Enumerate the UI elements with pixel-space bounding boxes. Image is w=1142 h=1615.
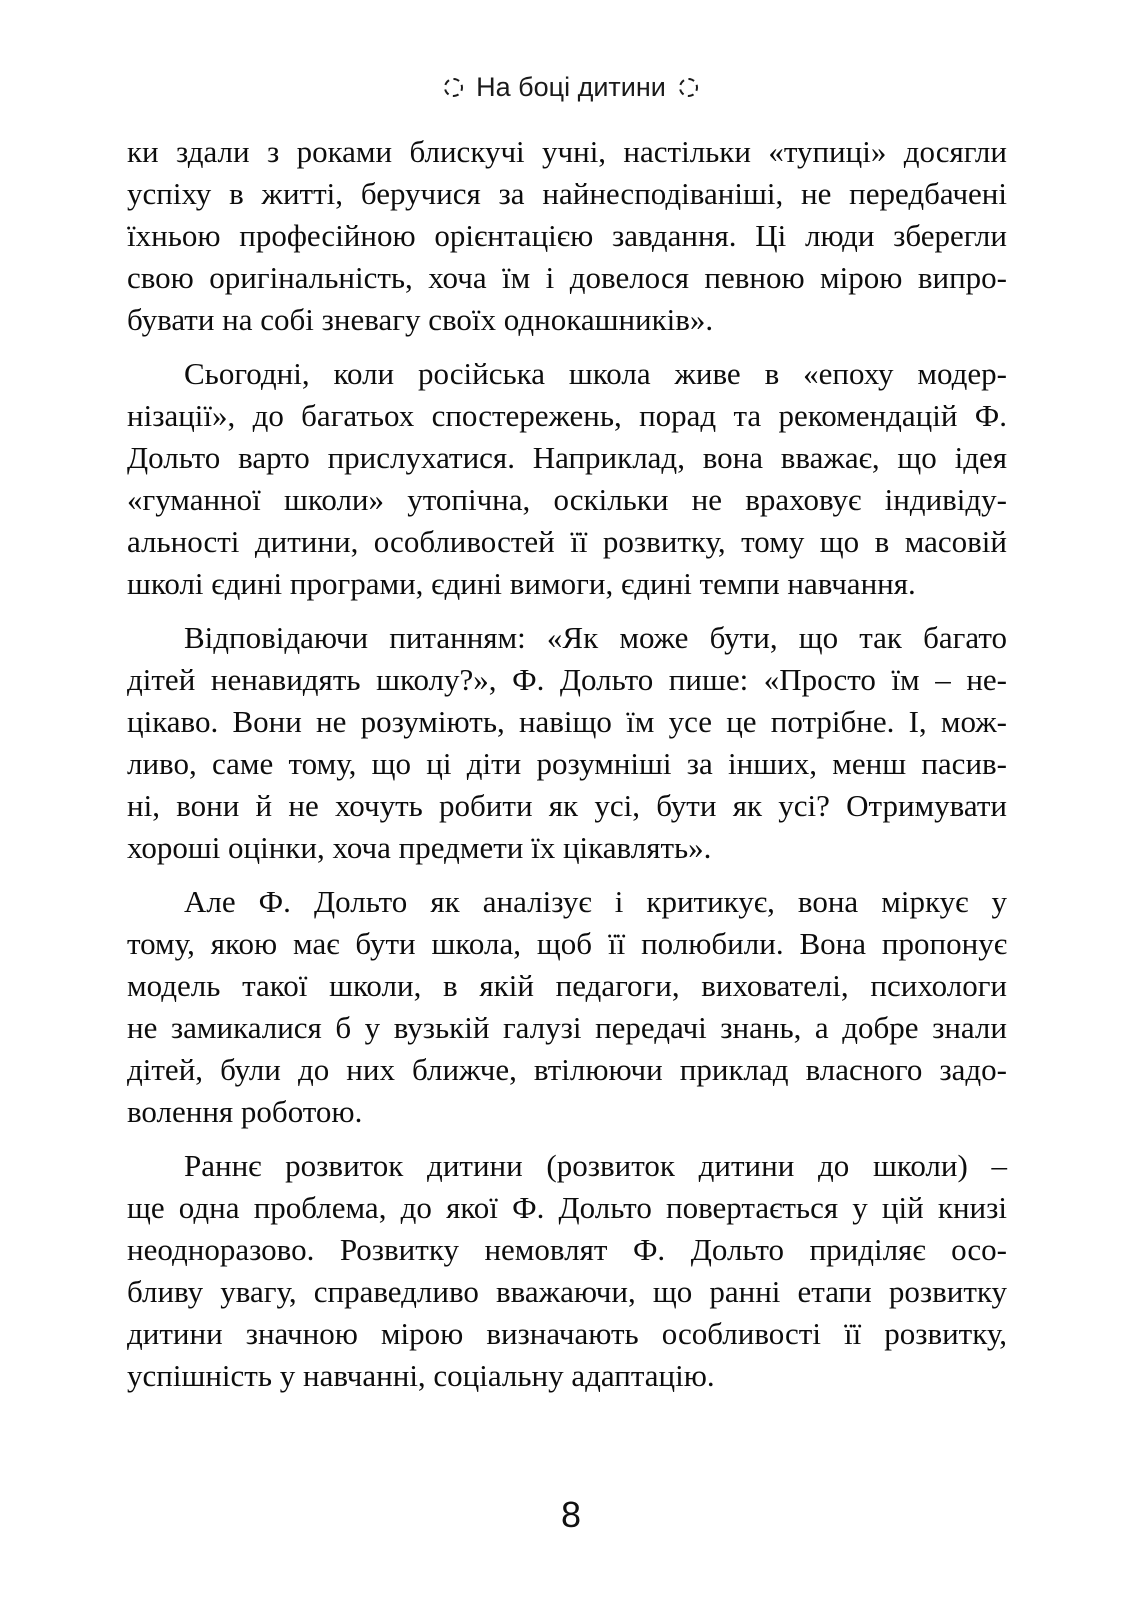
text-line: ки здали з роками блискучі учні, настільки «тупиці» досягли [127, 134, 1007, 169]
text-line: нізації», до багатьох спостережень, порад та рекомендацій Ф. [127, 398, 1007, 433]
text-line: Сьогодні, коли російська школа живе в «епоху модер- [184, 356, 1007, 391]
body-text [127, 131, 1007, 1397]
text-line: Дольто варто прислухатися. Наприклад, вона вважає, що ідея [127, 440, 1007, 475]
text-line: Але Ф. Дольто як аналізує і критикує, вона міркує у [184, 884, 1007, 919]
paragraph [127, 1145, 1007, 1397]
text-line: ні, вони й не хочуть робити як усі, бути як усі? Отримувати [127, 788, 1007, 823]
text-line: Відповідаючи питанням: «Як може бути, що так багато [184, 620, 1007, 655]
text-line: волення роботою. [127, 1094, 363, 1129]
paragraph [127, 131, 1007, 341]
text-line: дітей, були до них ближче, втілюючи приклад власного задо- [127, 1052, 1007, 1087]
text-line: бувати на собі зневагу своїх однокашників». [127, 302, 714, 337]
text-line: Раннє розвиток дитини (розвиток дитини до школи) – [184, 1148, 1007, 1183]
text-line: успіху в житті, беручися за найнесподіваніші, не передбачені [127, 176, 1007, 211]
text-line: їхньою професійною орієнтацією завдання. Ці люди зберегли [127, 218, 1007, 253]
text-line: дітей ненавидять школу?», Ф. Дольто пише: «Просто їм – не- [127, 662, 1007, 697]
text-line: цікаво. Вони не розуміють, навіщо їм усе це потрібне. І, мож- [127, 704, 1007, 739]
ornament-left-icon [444, 78, 463, 97]
text-line: школі єдині програми, єдині вимоги, єдині темпи навчання. [127, 566, 916, 601]
page-header [0, 72, 1142, 103]
paragraph [127, 617, 1007, 869]
paragraph [127, 353, 1007, 605]
text-line: ще одна проблема, до якої Ф. Дольто повертається у цій книзі [127, 1190, 1007, 1225]
text-line: «гуманної школи» утопічна, оскільки не враховує індивіду- [127, 482, 1007, 517]
text-line: дитини значною мірою визначають особливості її розвитку, [127, 1316, 1007, 1351]
text-line: не замикалися б у вузькій галузі передачі знань, а добре знали [127, 1010, 1007, 1045]
header-title: На боці дитини [476, 72, 666, 102]
text-line: альності дитини, особливостей її розвитку, тому що в масовій [127, 524, 1007, 559]
text-line: неодноразово. Розвитку немовлят Ф. Дольто приділяє осо- [127, 1232, 1007, 1267]
text-line: успішність у навчанні, соціальну адаптацію. [127, 1358, 715, 1393]
text-line: свою оригінальність, хоча їм і довелося певною мірою випро- [127, 260, 1007, 295]
ornament-right-icon [679, 78, 698, 97]
text-line: хороші оцінки, хоча предмети їх цікавлять». [127, 830, 712, 865]
text-line: бливу увагу, справедливо вважаючи, що ранні етапи розвитку [127, 1274, 1007, 1309]
page-number: 8 [560, 1494, 582, 1535]
text-line: модель такої школи, в якій педагоги, вихователі, психологи [127, 968, 1007, 1003]
paragraph [127, 881, 1007, 1133]
text-line: ливо, саме тому, що ці діти розумніші за інших, менш пасив- [127, 746, 1007, 781]
text-line: тому, якою має бути школа, щоб її полюбили. Вона пропонує [127, 926, 1007, 961]
